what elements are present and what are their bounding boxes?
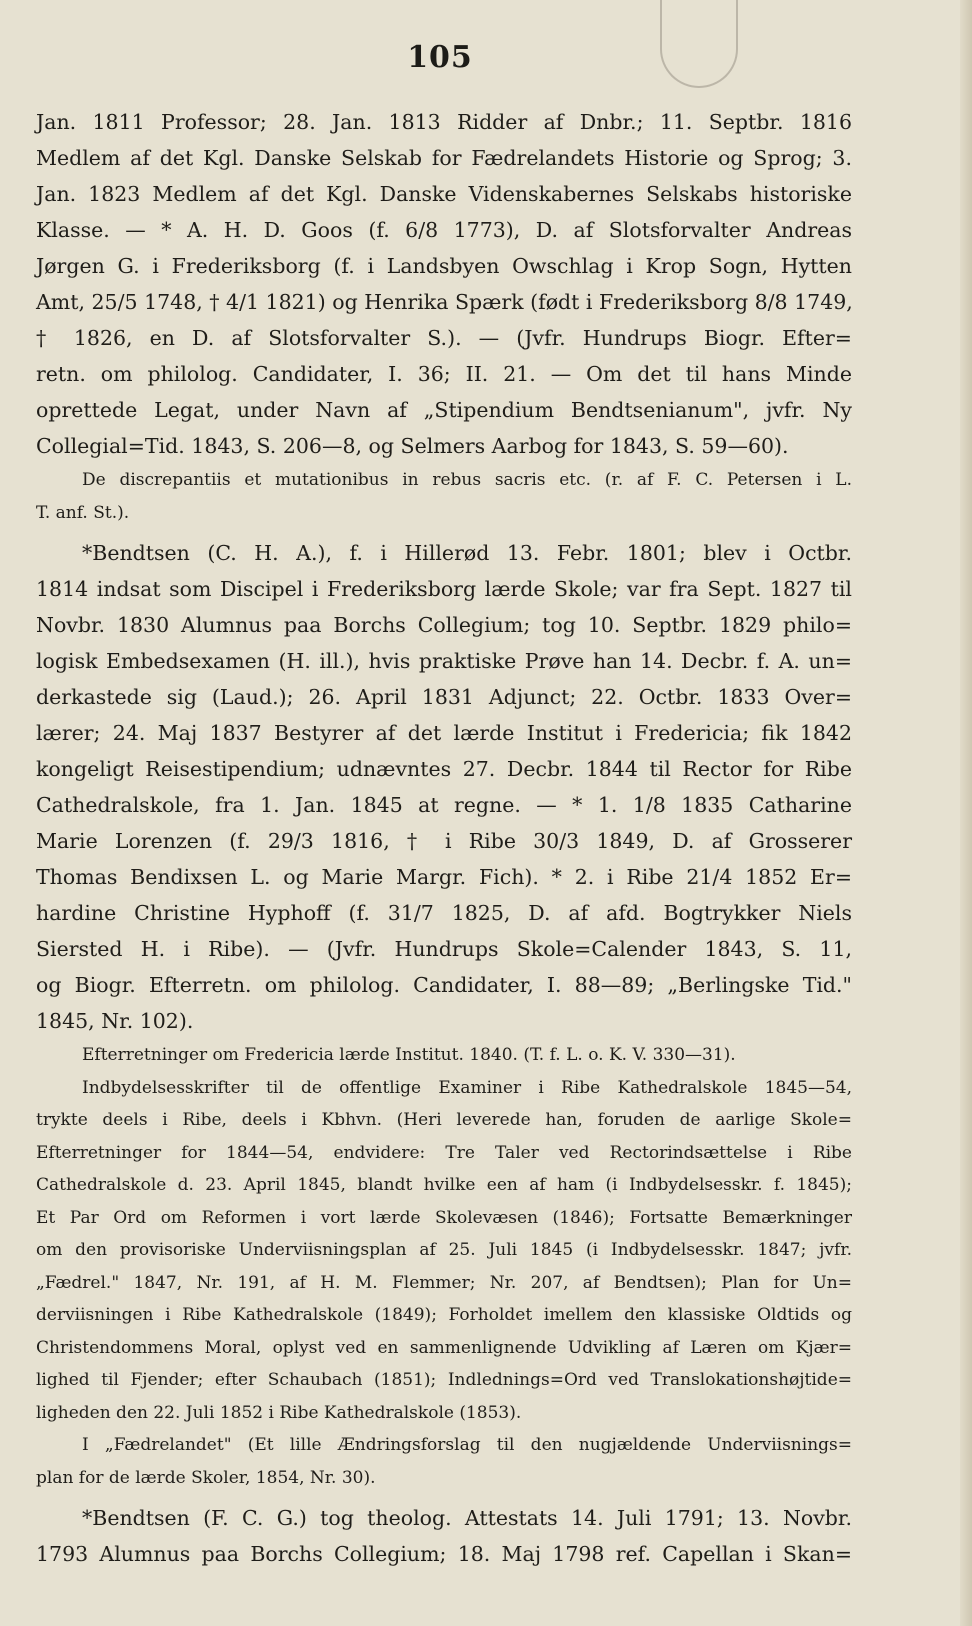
text-body <box>36 104 852 1572</box>
text-line: Thomas Bendixsen L. og Marie Margr. Fich). * 2. i Ribe 21/4 1852 Er= <box>36 865 852 889</box>
text-line: Jan. 1823 Medlem af det Kgl. Danske Videnskabernes Selskabs historiske <box>36 182 852 206</box>
page-number: 105 <box>407 40 473 75</box>
text-line: Novbr. 1830 Alumnus paa Borchs Collegium; tog 10. Septbr. 1829 philo= <box>36 613 852 637</box>
text-line: derviisningen i Ribe Kathedralskole (1849); Forholdet imellem den klassiske Oldtids og <box>36 1305 852 1325</box>
text-line: retn. om philolog. Candidater, I. 36; II. 21. — Om det til hans Minde <box>36 362 852 386</box>
text-line: Marie Lorenzen (f. 29/3 1816, † i Ribe 30/3 1849, D. af Grosserer <box>36 829 852 853</box>
text-line: om den provisoriske Underviisningsplan af 25. Juli 1845 (i Indbydelsesskr. 1847; jvfr. <box>36 1240 852 1260</box>
text-line: De discrepantiis et mutationibus in rebus sacris etc. (r. af F. C. Petersen i L. <box>82 470 852 490</box>
text-line: Et Par Ord om Reformen i vort lærde Skolevæsen (1846); Fortsatte Bemærkninger <box>36 1207 852 1228</box>
text-line: 1845, Nr. 102). <box>36 1009 194 1033</box>
text-line: *Bendtsen (F. C. G.) tog theolog. Attestats 14. Juli 1791; 13. Novbr. <box>82 1506 852 1530</box>
text-line: Siersted H. i Ribe). — (Jvfr. Hundrups Skole=Calender 1843, S. 11, <box>36 937 852 961</box>
text-line: hardine Christine Hyphoff (f. 31/7 1825, D. af afd. Bogtrykker Niels <box>36 901 852 925</box>
text-line: Klasse. — * A. H. D. Goos (f. 6/8 1773), D. af Slotsforvalter Andreas <box>36 218 852 242</box>
page-edge <box>960 0 972 1626</box>
text-line: oprettede Legat, under Navn af „Stipendium Bendtsenianum", jvfr. Ny <box>36 398 852 422</box>
text-line: Efterretninger for 1844—54, endvidere: Tre Taler ved Rectorindsættelse i Ribe <box>36 1142 852 1163</box>
text-line: † 1826, en D. af Slotsforvalter S.). — (Jvfr. Hundrups Biogr. Efter= <box>36 326 852 350</box>
text-line: ligheden den 22. Juli 1852 i Ribe Kathedralskole (1853). <box>36 1402 522 1423</box>
text-line: 1793 Alumnus paa Borchs Collegium; 18. Maj 1798 ref. Capellan i Skan= <box>36 1542 852 1566</box>
text-line: logisk Embedsexamen (H. ill.), hvis praktiske Prøve han 14. Decbr. f. A. un= <box>36 649 852 673</box>
text-line: Jan. 1811 Professor; 28. Jan. 1813 Ridder af Dnbr.; 11. Septbr. 1816 <box>36 110 852 134</box>
text-line: Medlem af det Kgl. Danske Selskab for Fædrelandets Historie og Sprog; 3. <box>36 146 852 170</box>
text-line: T. anf. St.). <box>36 502 130 523</box>
text-line: lærer; 24. Maj 1837 Bestyrer af det lærde Institut i Fredericia; fik 1842 <box>36 721 852 745</box>
text-line: derkastede sig (Laud.); 26. April 1831 Adjunct; 22. Octbr. 1833 Over= <box>36 685 852 709</box>
text-line: kongeligt Reisestipendium; udnævntes 27. Decbr. 1844 til Rector for Ribe <box>36 757 852 781</box>
text-line: Collegial=Tid. 1843, S. 206—8, og Selmers Aarbog for 1843, S. 59—60). <box>36 434 789 458</box>
text-line: Christendommens Moral, oplyst ved en sammenlignende Udvikling af Læren om Kjær= <box>36 1337 852 1358</box>
text-line: Jørgen G. i Frederiksborg (f. i Landsbyen Owschlag i Krop Sogn, Hytten <box>36 254 852 278</box>
text-line: og Biogr. Efterretn. om philolog. Candidater, I. 88—89; „Berlingske Tid." <box>36 973 852 997</box>
text-line: trykte deels i Ribe, deels i Kbhvn. (Heri leverede han, foruden de aarlige Skole= <box>36 1110 852 1130</box>
text-line: lighed til Fjender; efter Schaubach (1851); Indlednings=Ord ved Translokationshøjtide= <box>36 1370 852 1390</box>
text-line: Amt, 25/5 1748, † 4/1 1821) og Henrika Spærk (født i Frederiksborg 8/8 1749, <box>36 290 853 314</box>
text-line: Cathedralskole d. 23. April 1845, blandt hvilke een af ham (i Indbydelsesskr. f. 1845); <box>36 1175 852 1195</box>
text-line: „Fædrel." 1847, Nr. 191, af H. M. Flemmer; Nr. 207, af Bendtsen); Plan for Un= <box>36 1272 852 1293</box>
text-line: Indbydelsesskrifter til de offentlige Examiner i Ribe Kathedralskole 1845—54, <box>82 1077 852 1098</box>
text-line: I „Fædrelandet" (Et lille Ændringsforslag til den nugjældende Underviisnings= <box>82 1435 852 1455</box>
text-line: 1814 indsat som Discipel i Frederiksborg lærde Skole; var fra Sept. 1827 til <box>36 577 852 601</box>
text-line: *Bendtsen (C. H. A.), f. i Hillerød 13. Febr. 1801; blev i Octbr. <box>82 541 852 565</box>
text-line: plan for de lærde Skoler, 1854, Nr. 30). <box>36 1467 376 1488</box>
text-line: Cathedralskole, fra 1. Jan. 1845 at regne. — * 1. 1/8 1835 Catharine <box>36 793 852 817</box>
text-line: Efterretninger om Fredericia lærde Institut. 1840. (T. f. L. o. K. V. 330—31). <box>82 1045 736 1065</box>
